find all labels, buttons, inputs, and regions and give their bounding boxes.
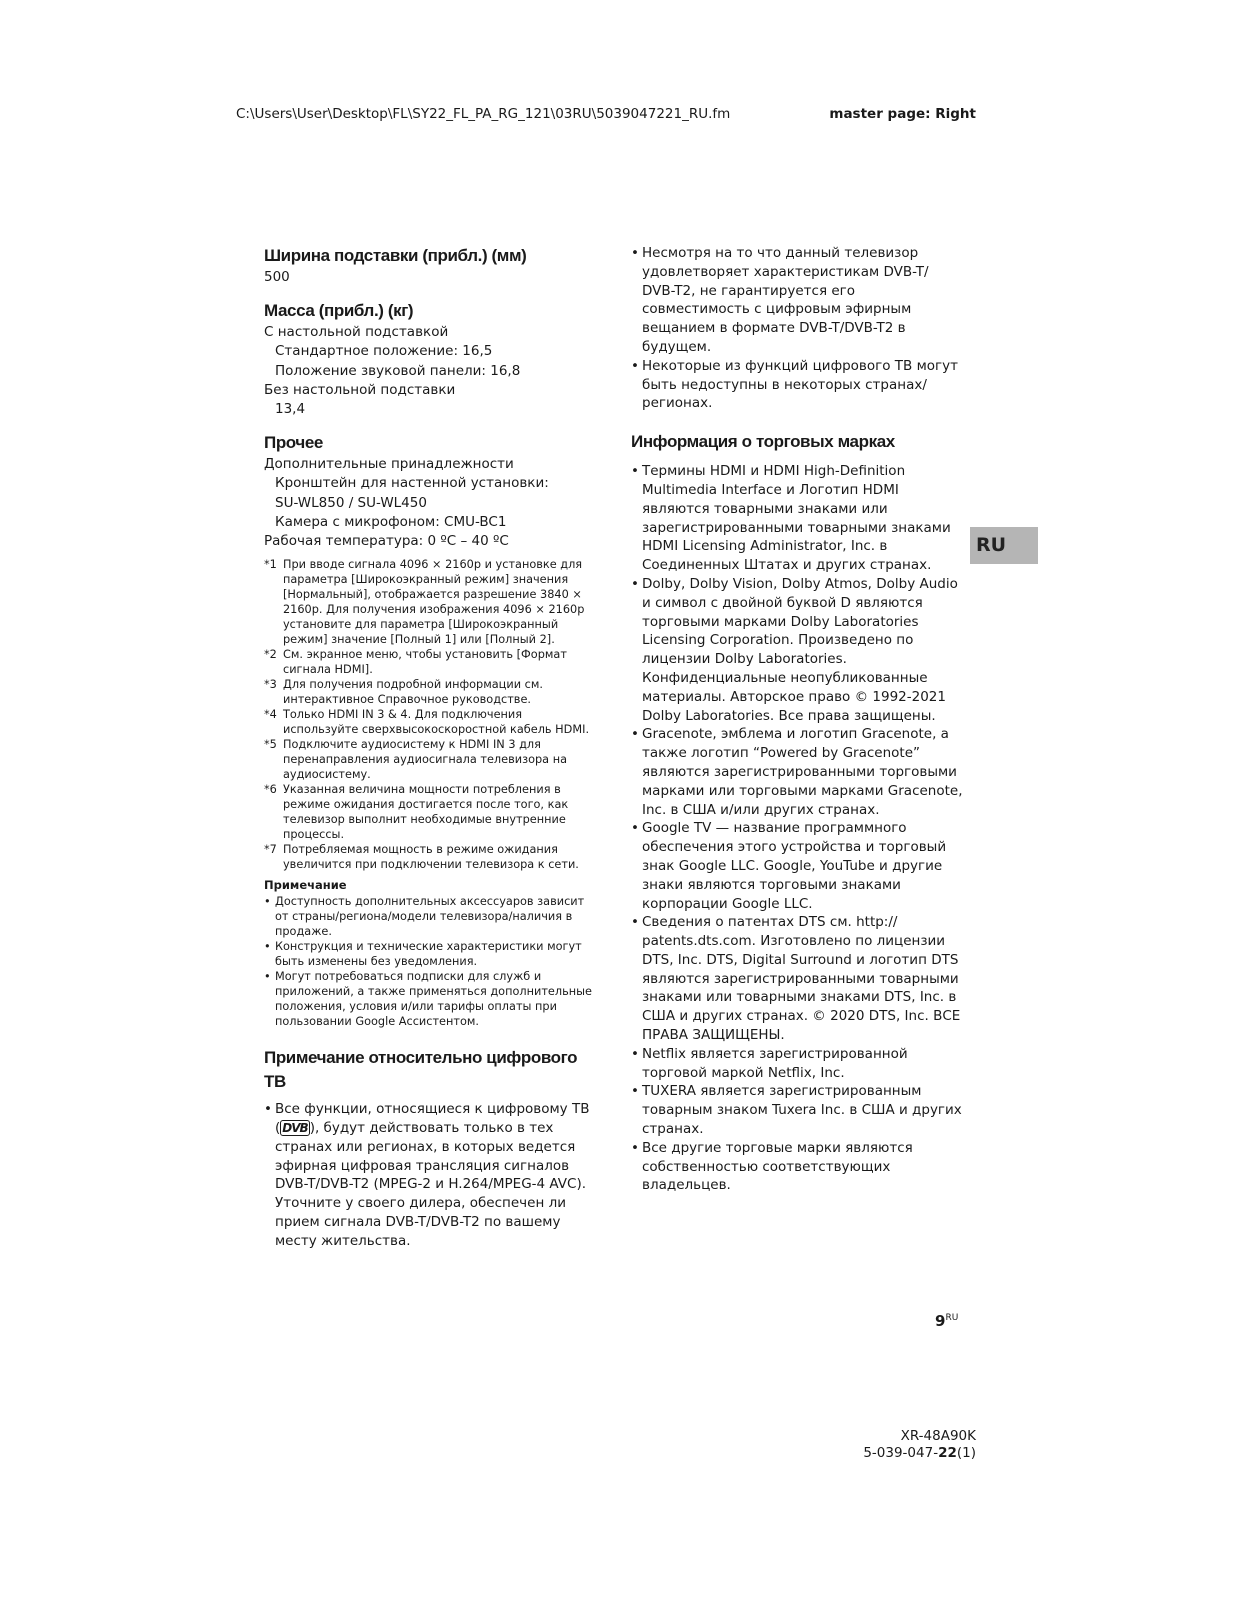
- footnote: *5 Подключите аудиосистему к HDMI IN 3 для перенаправления аудиосигнала телевизора на аудиосистему.: [264, 738, 568, 782]
- mass-standard: Стандартное положение: 16,5: [275, 343, 493, 360]
- document-code: 5-039-047-22(1): [863, 1445, 976, 1461]
- footnote: *7 Потребляемая мощность в режиме ожидания увеличится при подключении телевизора к сети.: [264, 843, 579, 872]
- camera-label: Камера с микрофоном: CMU-BC1: [275, 513, 507, 530]
- footnote: *2 См. экранное меню, чтобы установить [Формат сигнала HDMI].: [264, 648, 567, 677]
- bracket-models: SU-WL850 / SU-WL450: [275, 494, 427, 511]
- digital-tv-heading: Примечание относительно цифрового ТВ: [264, 1048, 578, 1092]
- trademark-item: • Сведения о патентах DTS см. http:// patents.dts.com. Изготовлено по лицензии DTS, Inc. DTS, Digital Surround и логотип DTS являются зарегистрированными товарными знаками или товарными знаками DTS, Inc. в США и других странах. © 2020 DTS, Inc. ВСЕ ПРАВА ЗАЩИЩЕНЫ.: [631, 914, 961, 1044]
- page-number: $9^{RU}$: [935, 1312, 959, 1330]
- language-tab: RU: [970, 527, 1038, 564]
- footnote: *1 При вводе сигнала 4096 × 2160p и установке для параметра [Широкоэкранный режим] значения [Нормальный], отображается разрешение 3840 × 2160p. Для получения изображения 4096 × 2160p установите для параметра [Широкоэкранный режим] значение [Полный 1] или [Полный 2].: [264, 558, 585, 647]
- footnote: *6 Указанная величина мощности потребления в режиме ожидания достигается после того, как телевизор выполнит необходимые внутренние процессы.: [264, 783, 569, 842]
- mass-with-stand: С настольной подставкой: [264, 324, 449, 341]
- note-item: • Могут потребоваться подписки для служб и приложений, а также применяться дополнительные положения, условия и/или тарифы оплаты при пользовании Google Ассистентом.: [264, 970, 592, 1029]
- left-column: [264, 244, 599, 1251]
- footnote: *4 Только HDMI IN 3 & 4. Для подключения используйте сверхвысокоскоростной кабель HDMI.: [264, 708, 590, 737]
- file-path: C:\Users\User\Desktop\FL\SY22_FL_PA_RG_121\03RU\5039047221_RU.fm: [236, 106, 731, 122]
- digital-tv-item: • Некоторые из функций цифрового ТВ могут быть недоступны в некоторых странах/ регионах.: [631, 357, 958, 412]
- stand-width-value: 500: [264, 269, 290, 285]
- footnotes: [264, 557, 599, 872]
- operating-temperature: Рабочая температура: 0 ºC – 40 ºC: [264, 533, 509, 550]
- bracket-label: Кронштейн для настенной установки:: [275, 475, 549, 492]
- note-heading: Примечание: [264, 878, 347, 893]
- mass-without-stand: Без настольной подставки: [264, 381, 456, 398]
- trademark-item: • Dolby, Dolby Vision, Dolby Atmos, Dolby Audio и символ с двойной буквой D являются торговыми марками Dolby Laboratories Licensing Corporation. Произведено по лицензии Dolby Laboratories. Конфиденциальные неопубликованные материалы. Авторское право © 1992-2021 Dolby Laboratories. Все права защищены.: [631, 575, 958, 724]
- mass-sound-bar: Положение звуковой панели: 16,8: [275, 362, 521, 379]
- dvb-logo: DVB: [282, 1121, 308, 1136]
- other-heading: Прочее: [264, 433, 323, 453]
- note-item: • Конструкция и технические характеристики могут быть изменены без уведомления.: [264, 940, 582, 969]
- note-item: • Доступность дополнительных аксессуаров зависит от страны/региона/модели телевизора/наличия в продаже.: [264, 895, 585, 939]
- accessories-label: Дополнительные принадлежности: [264, 456, 514, 473]
- stand-width-heading: Ширина подставки (прибл.) (мм): [264, 246, 527, 265]
- master-page-label: master page: Right: [829, 106, 976, 122]
- trademark-item: • Gracenote, эмблема и логотип Gracenote, а также логотип “Powered by Gracenote” являются зарегистрированными торговыми марками или торговыми марками Gracenote, Inc. в США и/или других странах.: [631, 726, 963, 818]
- mass-without-value: 13,4: [275, 401, 306, 418]
- trademark-item: • Netflix является зарегистрированной торговой маркой Netflix, Inc.: [631, 1045, 908, 1081]
- model-info: [863, 1428, 976, 1462]
- trademark-item: • Google TV — название программного обеспечения этого устройства и торговый знак Google LLC. Google, YouTube и другие знаки являются торговыми знаками корпорации Google LLC.: [631, 820, 947, 912]
- footnote: *3 Для получения подробной информации см. интерактивное Справочное руководстве.: [264, 678, 543, 707]
- trademark-item: • Все другие торговые марки являются собственностью соответствующих владельцев.: [631, 1139, 913, 1194]
- trademark-item: • TUXERA является зарегистрированным товарным знаком Tuxera Inc. в США и других странах.: [631, 1083, 962, 1138]
- digital-tv-item: • Все функции, относящиеся к цифровому ТВ ( DVB ), будут действовать только в тех странах или регионах, в которых ведется эфирная цифровая трансляция сигналов DVB-T/DVB-T2 (MPEG-2 и H.264/MPEG-4 AVC). Уточните у своего дилера, обеспечен ли прием сигнала DVB-T/DVB-T2 по вашему месту жительства.: [264, 1101, 590, 1249]
- right-column: [631, 244, 966, 1195]
- model-number: XR-48A90K: [900, 1428, 976, 1444]
- trademark-item: • Термины HDMI и HDMI High-Definition Multimedia Interface и Логотип HDMI являются товарными знаками или зарегистрированными товарными знаками HDMI Licensing Administrator, Inc. в Соединенных Штатах и других странах.: [631, 463, 951, 574]
- digital-tv-item: • Несмотря на то что данный телевизор удовлетворяет характеристикам DVB-T/ DVB-T2, не гарантируется его совместимость с цифровым эфирным вещанием в формате DVB-T/DVB-T2 в будущем.: [631, 245, 929, 355]
- mass-heading: Масса (прибл.) (кг): [264, 301, 414, 321]
- trademarks-heading: Информация о торговых марках: [631, 432, 895, 452]
